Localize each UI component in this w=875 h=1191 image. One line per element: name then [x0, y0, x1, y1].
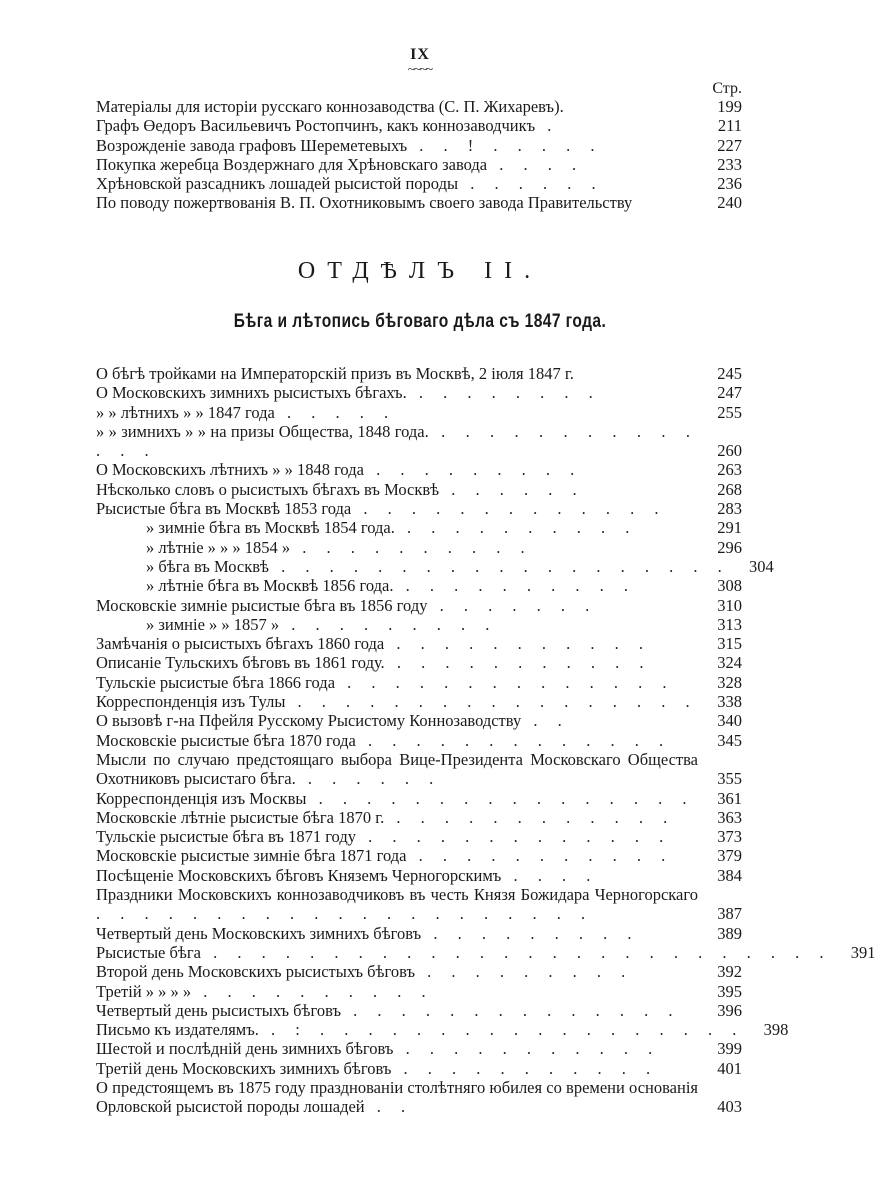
toc-entry-title-text: Третій » » » » — [96, 981, 192, 1001]
toc-entry-title — [96, 943, 831, 962]
toc-entry-title-text: Матеріалы для исторіи русскаго коннозаводства (С. П. Жихаревъ). — [96, 97, 564, 116]
toc-entry-title — [96, 1039, 698, 1058]
toc-entry-page: 392 — [717, 962, 742, 982]
toc-entry-title-text: » зимніе бѣга въ Москвѣ 1854 года. — [146, 518, 395, 538]
toc-entry-page: 391 — [850, 942, 875, 962]
toc-entry-title — [96, 557, 730, 576]
toc-entry-title — [96, 116, 698, 135]
toc-entry — [96, 982, 742, 1001]
toc-entry-page: 345 — [717, 730, 742, 750]
toc-entry — [96, 1001, 742, 1020]
toc-entry-title-text: Хрѣновской разсадникъ лошадей рысистой породы — [96, 174, 459, 194]
toc-entry-page: 324 — [717, 653, 742, 673]
toc-entry — [96, 460, 742, 479]
toc-entry — [96, 1078, 742, 1117]
toc-entry — [96, 885, 742, 924]
page-number: IX — [410, 46, 430, 63]
toc-entry-title-text: Московскіе рысистые бѣга 1870 года — [96, 730, 356, 750]
toc-entry-title-text: Тульскіе рысистые бѣга въ 1871 году — [96, 827, 356, 847]
toc-entry-title — [96, 480, 698, 499]
dot-leader: . . . . . . . . . . . . . . — [341, 1000, 681, 1020]
dot-leader: . . . . . . . . . . . . . . . . . . . . . — [96, 904, 594, 924]
toc-entry-title — [96, 97, 698, 116]
toc-entry — [96, 136, 742, 155]
toc-entry — [96, 942, 875, 962]
toc-entry-title-text: Графъ Өедоръ Васильевичъ Ростопчинъ, какъ коннозаводчикъ — [96, 116, 536, 136]
dot-leader: . . . . . . — [439, 479, 585, 499]
dot-leader: . . . . . . . . . . . . . . . . . — [285, 692, 698, 712]
toc-entry — [96, 962, 742, 981]
toc-entry-title — [96, 827, 698, 846]
dot-leader: . . . . — [501, 865, 599, 885]
toc-entry-title — [96, 576, 698, 595]
toc-entry-title — [96, 789, 698, 808]
dot-leader: . . . . . . . . . . . — [384, 653, 652, 673]
dot-leader: . . . . . . . . . . . — [384, 634, 651, 654]
dot-leader: . . . . . . . . . . . . — [384, 807, 676, 827]
toc-entry-title-text: Описаніе Тульскихъ бѣговъ въ 1861 году. — [96, 653, 385, 673]
toc-top-list — [96, 97, 742, 213]
toc-entry — [96, 480, 742, 499]
toc-entry-page: 398 — [763, 1020, 789, 1040]
toc-entry-title — [96, 1078, 698, 1117]
toc-entry-page: 387 — [717, 904, 742, 924]
toc-entry — [96, 711, 742, 730]
toc-entry-title-text: Московскіе рысистые зимніе бѣга 1871 года — [96, 846, 407, 866]
toc-entry-title-text: Покупка жеребца Воздержнаго для Хрѣновскаго завода — [96, 154, 488, 174]
toc-entry-title-text: О Московскихъ зимнихъ рысистыхъ бѣгахъ. — [96, 383, 407, 403]
toc-entry-page: 260 — [717, 441, 742, 461]
toc-entry — [96, 634, 742, 653]
dot-leader: . . . . . . . . . . . . . . . . — [306, 788, 695, 808]
toc-entry-title — [96, 422, 698, 461]
toc-entry — [96, 364, 742, 383]
toc-entry-page: 304 — [749, 556, 774, 576]
dot-leader: . . . . . . . . . . — [191, 981, 434, 1001]
dot-leader: . . . . . . . . . — [421, 923, 640, 943]
toc-entry — [96, 174, 742, 193]
section-subheading: Бѣга и лѣтопись бѣговаго дѣла съ 1847 года. — [233, 311, 607, 332]
toc-entry-title-text: Возрожденіе завода графовъ Шереметевыхъ — [96, 135, 408, 155]
dot-leader: . : . . . . . . . . . . . . . . . . . . — [258, 1020, 745, 1040]
toc-entry — [96, 155, 742, 174]
page-column-label: Стр. — [712, 80, 742, 97]
toc-entry-title — [96, 364, 698, 383]
toc-entry-page: 211 — [717, 116, 742, 136]
dot-leader: . . . . . . — [295, 769, 442, 789]
toc-entry-title-text: Тульскіе рысистые бѣга 1866 года — [96, 672, 336, 692]
toc-entry-page: 338 — [717, 692, 742, 712]
toc-entry-page: 340 — [717, 711, 742, 731]
toc-entry-title-text: О вызовѣ г-на Пфейля Русскому Рысистому Коннозаводству — [96, 711, 522, 731]
dot-leader: . . . . . . . . . . . . . — [355, 827, 672, 847]
toc-entry-page: 283 — [717, 499, 742, 519]
toc-entry-page: 399 — [717, 1039, 742, 1059]
dot-leader: . . . . . . . . — [406, 383, 601, 403]
toc-entry-page: 373 — [717, 827, 742, 847]
toc-entry — [96, 615, 742, 634]
toc-entry-title-text: По поводу пожертвованія В. П. Охотниковымъ своего завода Правительству — [96, 193, 633, 213]
toc-entry-page: 310 — [717, 595, 742, 615]
toc-entry-title-text: О предстоящемъ въ 1875 году празднованіи столѣтняго юбилея со времени основанія Орловской рысистой породы лошадей — [96, 1077, 698, 1117]
toc-entry-title — [96, 634, 698, 653]
dot-leader: . . . . . . . . . . — [290, 537, 533, 557]
toc-entry-title-text: Рысистые бѣга — [96, 942, 201, 962]
toc-entry-page: 245 — [717, 364, 742, 383]
dot-leader: . . — [521, 711, 570, 731]
toc-entry-page: 363 — [717, 807, 742, 827]
toc-entry-title-text: » лѣтніе бѣга въ Москвѣ 1856 года. — [146, 576, 394, 596]
toc-entry-page: 268 — [717, 479, 742, 499]
dot-leader: . . . . . . . . . . . — [393, 1039, 661, 1059]
toc-entry-title — [96, 538, 698, 557]
toc-entry-title — [96, 596, 698, 615]
dot-leader: . . . . . . . . . — [363, 460, 583, 480]
toc-entry-title — [96, 982, 698, 1001]
toc-entry-title-text: О бѣгѣ тройками на Императорскій призъ въ Москвѣ, 2 іюля 1847 г. — [96, 364, 574, 383]
toc-entry-title — [96, 615, 698, 634]
toc-entry — [96, 576, 742, 595]
dot-leader: . . . . . . . . . . — [394, 518, 638, 538]
toc-entry — [96, 383, 742, 402]
toc-entry-title-text: Корреспонденція изъ Тулы — [96, 692, 286, 712]
toc-entry-page: 396 — [717, 1000, 742, 1020]
section-heading: ОТДѢЛЪ II. — [297, 258, 543, 284]
toc-entry-page: 296 — [717, 537, 742, 557]
toc-entry — [96, 596, 742, 615]
toc-entry-title — [96, 383, 698, 402]
toc-entry-title — [96, 962, 698, 981]
toc-entry-title-text: Посѣщеніе Московскихъ бѣговъ Княземъ Черногорскимъ — [96, 865, 502, 885]
toc-entry-title-text: » » лѣтнихъ » » 1847 года — [96, 402, 275, 422]
toc-entry-page: 379 — [717, 846, 742, 866]
toc-entry — [96, 750, 742, 789]
toc-main-list — [96, 364, 875, 1117]
dot-leader: . . . . . . . . . . . . . . . . . . . — [269, 556, 730, 576]
toc-entry-page: 328 — [717, 672, 742, 692]
toc-entry-title-text: Московскіе зимніе рысистые бѣга въ 1856 году — [96, 595, 428, 615]
toc-entry-title — [96, 866, 698, 885]
toc-entry-title-text: Московскіе лѣтніе рысистые бѣга 1870 г. — [96, 807, 385, 827]
toc-entry-title-text: Замѣчанія о рысистыхъ бѣгахъ 1860 года — [96, 634, 385, 654]
toc-entry-title — [96, 155, 698, 174]
toc-entry — [96, 653, 742, 672]
toc-entry-title-text: Четвертый день рысистыхъ бѣговъ — [96, 1000, 342, 1020]
dot-leader: . — [535, 116, 560, 136]
dot-leader: . . ! . . . . . — [407, 135, 603, 155]
toc-entry — [96, 1020, 789, 1040]
toc-entry-title — [96, 750, 698, 789]
toc-entry-page: 315 — [717, 634, 742, 654]
toc-entry — [96, 846, 742, 865]
toc-entry — [96, 692, 742, 711]
toc-entry-title-text: Корреспонденція изъ Москвы — [96, 788, 307, 808]
toc-entry-page: 395 — [717, 981, 742, 1001]
toc-entry-title — [96, 653, 698, 672]
toc-entry-title-text: О Московскихъ лѣтнихъ » » 1848 года — [96, 460, 364, 480]
toc-entry — [96, 538, 742, 557]
dot-leader: . . . . . . . . . . . . . . — [335, 672, 675, 692]
toc-entry-page: 240 — [717, 193, 742, 213]
toc-entry-title — [96, 174, 698, 193]
toc-entry-title-text: Письмо къ издателямъ. — [96, 1020, 259, 1040]
dot-leader: . . . . . . . . . . . . . . . . . . . . . . . . . . — [200, 942, 832, 962]
toc-entry — [96, 1039, 742, 1058]
toc-entry-page: 255 — [717, 402, 742, 422]
toc-entry-page: 389 — [717, 923, 742, 943]
toc-entry — [96, 731, 742, 750]
ornament-flourish: ~~~~ — [407, 61, 433, 76]
toc-entry-title — [96, 499, 698, 518]
toc-entry-title-text: » » зимнихъ » » на призы Общества, 1848 года. — [96, 421, 429, 441]
dot-leader: . . . . . — [274, 402, 397, 422]
toc-entry — [96, 924, 742, 943]
dot-leader: . . . . . . . . . . — [393, 576, 636, 596]
dot-leader: . . . . . . . . . . . — [406, 846, 674, 866]
toc-entry-page: 291 — [717, 518, 742, 538]
toc-entry-title — [96, 1020, 744, 1039]
toc-entry — [96, 518, 742, 537]
toc-entry-title — [96, 136, 698, 155]
toc-entry-title — [96, 808, 698, 827]
toc-entry-page: 313 — [717, 614, 742, 634]
dot-leader: . . — [364, 1097, 414, 1117]
toc-entry — [96, 97, 742, 116]
toc-entry — [96, 193, 742, 212]
toc-entry — [96, 789, 742, 808]
toc-entry-page: 361 — [717, 788, 742, 808]
toc-entry-title — [96, 403, 698, 422]
dot-leader: . . . . . . . . . — [279, 614, 498, 634]
toc-entry-title — [96, 731, 698, 750]
dot-leader: . . . . . . . . . . . . . — [355, 730, 672, 750]
toc-entry-title — [96, 885, 698, 924]
toc-entry-title — [96, 1059, 698, 1078]
toc-entry-page: 384 — [717, 865, 742, 885]
toc-entry-title-text: Праздники Московскихъ коннозаводчиковъ въ честь Князя Божидара Черногорскаго — [96, 885, 698, 905]
dot-leader: . . . . . . . . . . . . . . — [96, 421, 698, 461]
toc-entry — [96, 827, 742, 846]
toc-entry-page: 308 — [717, 576, 742, 596]
toc-entry-title — [96, 673, 698, 692]
dot-leader: . . . . . . . . . . . . . — [351, 499, 667, 519]
toc-entry-page: 233 — [717, 154, 742, 174]
toc-entry-page: 199 — [717, 97, 742, 116]
dot-leader: . . . . . . . — [427, 595, 598, 615]
toc-entry-page: 263 — [717, 460, 742, 480]
toc-entry-page: 247 — [717, 383, 742, 403]
toc-entry-title — [96, 924, 698, 943]
toc-entry-title-text: Шестой и послѣдній день зимнихъ бѣговъ — [96, 1039, 394, 1059]
toc-entry-title-text: Третій день Московскихъ зимнихъ бѣговъ — [96, 1058, 392, 1078]
toc-entry-title-text: » лѣтніе » » » 1854 » — [146, 537, 291, 557]
toc-entry — [96, 422, 742, 461]
toc-entry — [96, 866, 742, 885]
toc-entry — [96, 403, 742, 422]
toc-entry-title — [96, 1001, 698, 1020]
dot-leader: . . . . . . . . . — [414, 962, 634, 982]
toc-entry-page: 355 — [717, 769, 742, 789]
toc-entry-page: 401 — [717, 1058, 742, 1078]
toc-entry-page: 227 — [717, 135, 742, 155]
dot-leader: . . . . . . — [458, 174, 604, 194]
toc-entry — [96, 1059, 742, 1078]
toc-entry-page: 403 — [717, 1097, 742, 1117]
toc-entry-title-text: Нѣсколько словъ о рысистыхъ бѣгахъ въ Москвѣ — [96, 479, 440, 499]
toc-entry-title — [96, 193, 698, 212]
toc-entry-title — [96, 460, 698, 479]
toc-entry-title-text: Четвертый день Московскихъ зимнихъ бѣговъ — [96, 923, 422, 943]
toc-entry-title-text: » зимніе » » 1857 » — [146, 614, 280, 634]
toc-entry-title-text: Рысистые бѣга въ Москвѣ 1853 года — [96, 499, 352, 519]
toc-entry — [96, 116, 742, 135]
toc-entry-title — [96, 711, 698, 730]
toc-entry — [96, 673, 742, 692]
toc-entry-title — [96, 692, 698, 711]
toc-entry — [96, 499, 742, 518]
dot-leader: . . . . — [487, 154, 585, 174]
toc-entry-title-text: Второй день Московскихъ рысистыхъ бѣговъ — [96, 962, 415, 982]
toc-entry-title — [96, 846, 698, 865]
toc-entry — [96, 808, 742, 827]
toc-entry-title-text: Мысли по случаю предстоящаго выбора Вице-Президента Московскаго Общества Охотниковъ рысистаго бѣга. — [96, 749, 698, 789]
toc-entry-page: 236 — [717, 174, 742, 194]
dot-leader: . . . . . . . . . . . — [391, 1058, 659, 1078]
toc-entry-title-text: » бѣга въ Москвѣ — [146, 556, 269, 576]
toc-entry — [96, 556, 774, 576]
toc-entry-title — [96, 518, 698, 537]
